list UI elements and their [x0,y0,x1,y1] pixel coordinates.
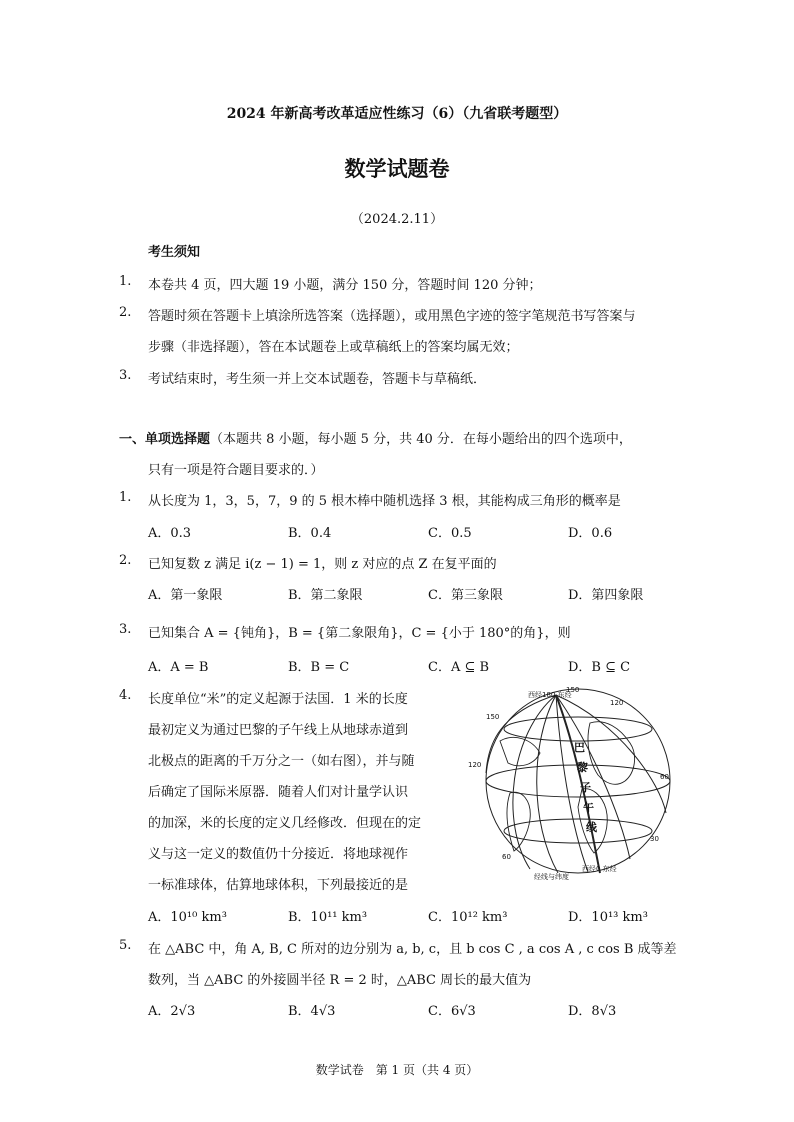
question-number: 1. [119,490,132,505]
question-stem: 已知集合 A = {钝角}，B = {第二象限角}，C = {小于 180°的角}，则 [148,626,571,641]
question-stem: 长度单位“米”的定义起源于法国．1 米的长度 [148,692,408,707]
option-d: D．0.6 [568,526,613,541]
svg-text:线: 线 [586,821,597,834]
option-a: A．A = B [148,660,209,675]
question-stem: 一标准球体，估算地球体积，下列最接近的是 [148,878,409,893]
landmass-america [507,792,530,851]
notice-text: 答题时须在答题卡上填涂所选答案（选择题），或用黑色字迹的签字笔规范书写答案与 [148,309,636,324]
section-title: 一、单项选择题 [119,432,211,447]
label-120: 120 [468,761,482,769]
meridian-line [537,695,558,873]
option-c: C．0.5 [428,526,472,541]
exam-date: （2024.2.11） [350,212,444,227]
question-stem: 数列，当 △ABC 的外接圆半径 R = 2 时，△ABC 周长的最大值为 [148,973,532,988]
label-150: 150 [486,713,500,721]
meridian-line [513,695,556,869]
figure-caption: 经线与纬度 [534,873,569,881]
question-stem: 在 △ABC 中，角 A, B, C 所对的边分别为 a, b, c，且 b cos C , a cos A , c cos B 成等差 [148,942,677,957]
question-stem: 的加深，米的长度的定义几经修改．但现在的定 [148,816,422,831]
question-stem: 北极点的距离的千万分之一（如右图），并与随 [148,754,415,769]
svg-text:午: 午 [583,801,594,814]
question-number: 5. [119,938,132,953]
globe-figure [470,683,680,883]
subject-title: 数学试题卷 [344,156,450,181]
option-b: B．4√3 [288,1004,336,1019]
option-b: B．0.4 [288,526,332,541]
option-a: A．2√3 [148,1004,196,1019]
section-description-cont: 只有一项是符合题目要求的．） [148,463,324,478]
label-120: 120 [610,699,624,707]
section-description: （本题共 8 小题，每小题 5 分，共 40 分．在每小题给出的四个选项中， [210,432,632,447]
option-d: D．第四象限 [568,588,644,603]
svg-text:黎: 黎 [577,761,588,774]
question-stem: 从长度为 1，3，5，7，9 的 5 根木棒中随机选择 3 根，其能构成三角形的概率是 [148,494,621,509]
meridian-label [574,741,598,834]
label-60: 60 [660,773,669,781]
option-d: D．10¹³ km³ [568,910,648,925]
page-footer: 数学试卷 第 1 页（共 4 页） [315,1063,479,1077]
notice-number: 3. [119,368,132,383]
notice-number: 2. [119,305,132,320]
section-heading [119,428,632,447]
label-150: 150 [566,686,580,694]
meridian-line [486,695,556,773]
option-c: C．A ⊆ B [428,660,490,675]
option-b: B．第二象限 [288,588,363,603]
option-c: C．10¹² km³ [428,910,508,925]
label-30: 30 [650,835,659,843]
svg-text:巴: 巴 [574,741,585,754]
option-a: A．10¹⁰ km³ [148,910,227,925]
svg-text:子: 子 [580,781,591,794]
option-c: C．第三象限 [428,588,503,603]
question-stem: 后确定了国际米原器．随着人们对计量学认识 [148,785,409,800]
option-b: B．B = C [288,660,350,675]
label-60: 60 [502,853,511,861]
label-bottom-right: 西经0 东经 [582,865,617,873]
meridian-line [556,695,666,813]
option-b: B．10¹¹ km³ [288,910,368,925]
label-top-arc: 西经180 东经 [528,691,572,699]
notice-heading: 考生须知 [148,245,201,260]
question-stem: 已知复数 z 满足 i(z − 1) = 1，则 z 对应的点 Z 在复平面的 [148,557,497,572]
option-a: A．0.3 [148,526,192,541]
option-d: D．8√3 [568,1004,617,1019]
option-a: A．第一象限 [148,588,223,603]
notice-text: 步骤（非选择题），答在本试题卷上或草稿纸上的答案均属无效； [148,340,519,355]
option-c: C．6√3 [428,1004,476,1019]
notice-text: 考试结束时，考生须一并上交本试题卷，答题卡与草稿纸． [148,372,487,387]
question-stem: 义与这一定义的数值仍十分接近．将地球视作 [148,847,409,862]
question-number: 4. [119,688,132,703]
globe-illustration [470,683,680,883]
notice-text: 本卷共 4 页，四大题 19 小题，满分 150 分，答题时间 120 分钟； [148,278,542,293]
question-number: 2. [119,553,132,568]
question-number: 3. [119,622,132,637]
exam-title: 2024 年新高考改革适应性练习（6）（九省联考题型） [226,106,568,122]
option-d: D．B ⊆ C [568,660,631,675]
question-stem: 最初定义为通过巴黎的子午线上从地球赤道到 [148,723,409,738]
landmass-north [500,737,540,765]
notice-number: 1. [119,274,132,289]
